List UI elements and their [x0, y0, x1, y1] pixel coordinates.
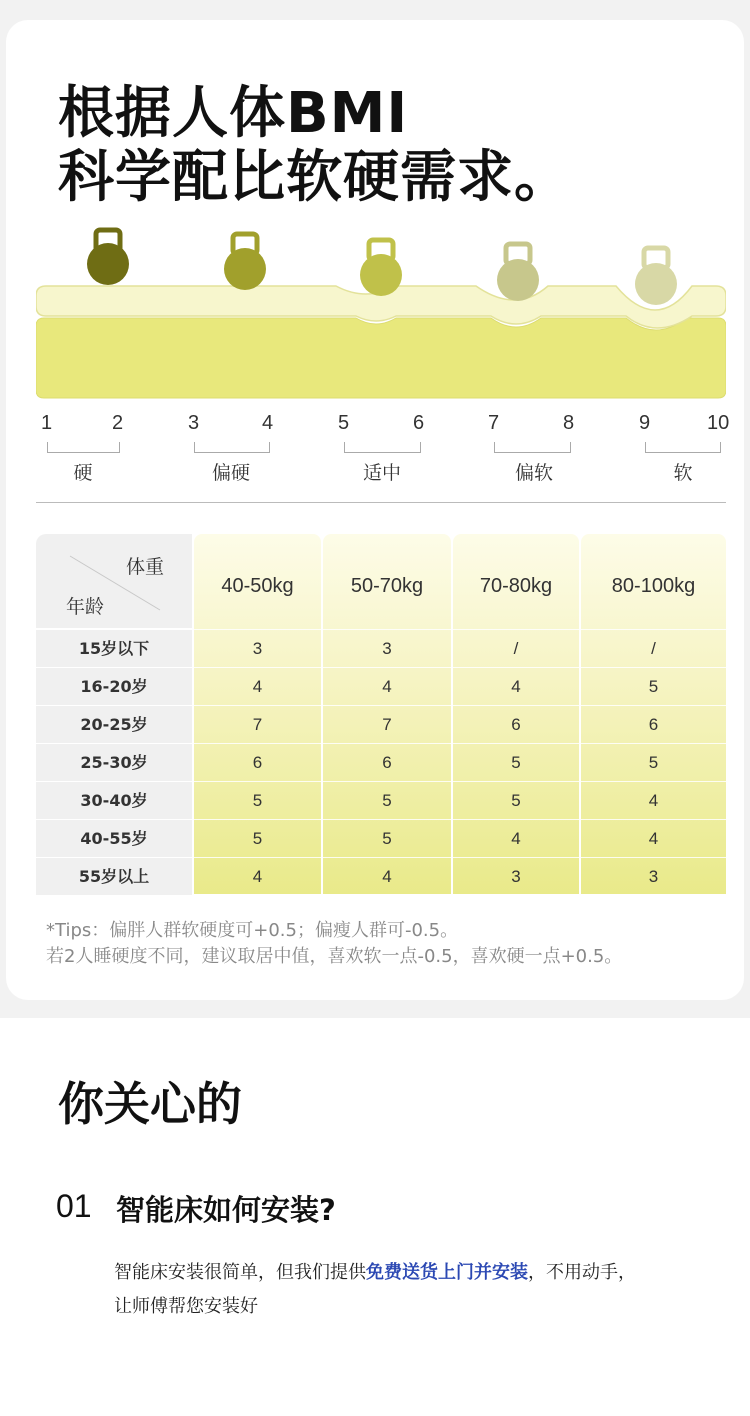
column-header-40-50kg: 40-50kg	[221, 575, 294, 597]
firmness-scale	[36, 408, 736, 498]
kettlebell-2	[224, 234, 266, 290]
scale-bracket-medium	[344, 442, 421, 453]
table-cell: 4	[382, 677, 392, 696]
scale-number-8: 8	[563, 412, 575, 434]
scale-number-10: 10	[707, 412, 730, 434]
diagonal-line	[36, 534, 192, 628]
column-header-50-70kg: 50-70kg	[350, 575, 424, 597]
scale-number-3: 3	[188, 412, 200, 434]
answer-part-3: 让师傅帮您安装好	[114, 1296, 258, 1317]
headline	[58, 82, 571, 210]
column-header-70-80kg: 70-80kg	[479, 575, 553, 597]
table-cell: 3	[252, 639, 263, 658]
row-age-label: 25-30岁	[36, 744, 192, 781]
mattress-base	[36, 318, 726, 398]
answer-part-1: 智能床安装很简单，但我们提供	[114, 1262, 366, 1283]
table-cell: 5	[252, 829, 263, 848]
table-cell: 4	[511, 677, 521, 696]
scale-number-4: 4	[262, 412, 274, 434]
tips-line-1: *Tips：偏胖人群软硬度可+0.5；偏瘦人群可-0.5。	[46, 920, 459, 941]
tips-line-2: 若2人睡硬度不同，建议取居中值，喜欢软一点-0.5，喜欢硬一点+0.5。	[46, 946, 623, 967]
headline-line-2: 科学配比软硬需求。	[58, 145, 571, 210]
headline-line-1: 根据人体BMI	[58, 81, 409, 146]
table-cell: 6	[648, 715, 659, 734]
table-cell: 4	[382, 867, 392, 886]
scale-bracket-medium-soft	[494, 442, 571, 453]
scale-number-6: 6	[413, 412, 425, 434]
question-number: 01	[56, 1188, 92, 1224]
table-cell: 7	[382, 715, 392, 734]
table-cell: 5	[382, 791, 392, 810]
table-cell: 5	[252, 791, 263, 810]
scale-label-soft: 软	[673, 462, 693, 484]
table-cell: 5	[382, 829, 392, 848]
scale-bracket-medium-hard	[194, 442, 270, 453]
firmness-table	[36, 534, 726, 894]
table-cell: 4	[252, 867, 263, 886]
question-title: 智能床如何安装?	[116, 1193, 336, 1227]
table-cell: /	[513, 639, 519, 658]
table-cell: 5	[648, 753, 659, 772]
table-cell: 4	[648, 791, 659, 810]
scale-number-9: 9	[639, 412, 651, 434]
scale-label-medium-hard: 偏硬	[211, 462, 250, 484]
section-divider	[36, 502, 726, 503]
table-cell: 7	[252, 715, 263, 734]
kettlebell-1	[87, 230, 129, 285]
scale-bracket-soft	[645, 442, 721, 453]
row-age-label: 20-25岁	[36, 706, 192, 743]
scale-bracket-hard	[47, 442, 120, 453]
table-cell: 5	[511, 753, 521, 772]
table-cell: /	[651, 639, 656, 658]
table-cell: 3	[511, 867, 521, 886]
table-cell: 5	[648, 677, 659, 696]
table-cell: 6	[382, 753, 392, 772]
scale-number-5: 5	[338, 412, 350, 434]
table-cell: 4	[511, 829, 521, 848]
table-cell: 4	[648, 829, 659, 848]
row-age-label: 30-40岁	[36, 782, 192, 819]
section-title: 你关心的	[58, 1077, 242, 1131]
scale-label-medium-soft: 偏软	[514, 462, 553, 484]
mattress-illustration	[36, 222, 726, 400]
scale-number-1: 1	[41, 412, 53, 434]
row-age-label: 15岁以下	[36, 630, 192, 667]
kettlebell-3	[360, 240, 402, 296]
scale-number-2: 2	[112, 412, 124, 434]
table-cell: 5	[511, 791, 521, 810]
faq-section	[0, 1018, 750, 1416]
kettlebell-4	[497, 244, 539, 301]
scale-label-medium: 适中	[362, 462, 401, 484]
answer-part-2: ，不用动手，	[528, 1262, 636, 1283]
table-cell: 4	[252, 677, 263, 696]
table-cell: 6	[252, 753, 263, 772]
scale-label-hard: 硬	[73, 462, 93, 484]
scale-number-7: 7	[488, 412, 500, 434]
table-cell: 3	[382, 639, 392, 658]
answer-text	[114, 1256, 714, 1324]
answer-highlight: 免费送货上门并安装	[366, 1262, 528, 1283]
table-corner-header	[36, 534, 192, 628]
table-cell: 6	[511, 715, 521, 734]
corner-weight-label: 体重	[125, 556, 164, 578]
kettlebell-5	[635, 248, 677, 305]
corner-age-label: 年龄	[66, 596, 105, 618]
row-age-label: 40-55岁	[36, 820, 192, 857]
row-age-label: 55岁以上	[36, 858, 192, 895]
column-header-80-100kg: 80-100kg	[611, 575, 696, 597]
table-cell: 3	[648, 867, 659, 886]
row-age-label: 16-20岁	[36, 668, 192, 705]
tips-note	[46, 918, 622, 970]
